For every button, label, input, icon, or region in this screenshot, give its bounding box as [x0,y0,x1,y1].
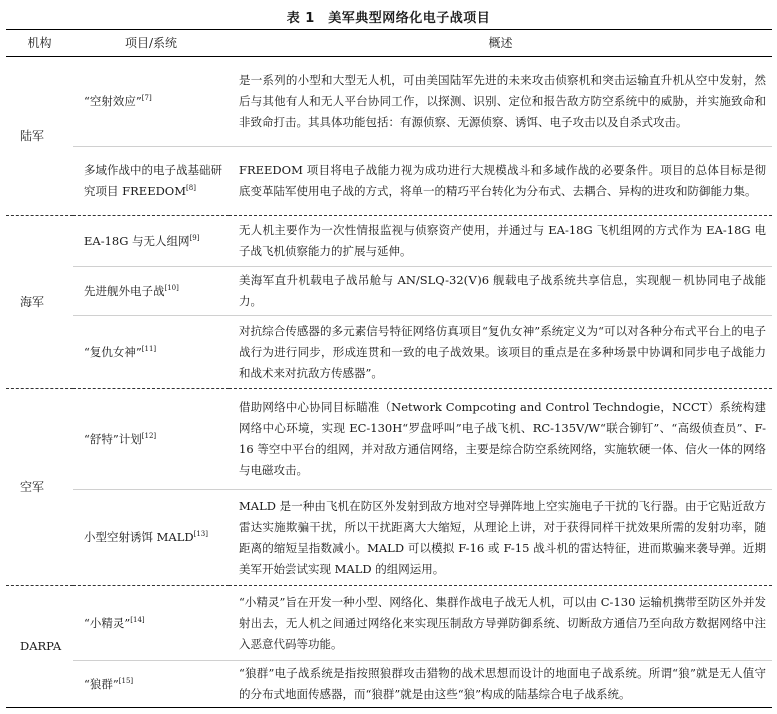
project-name: 多域作战中的电子战基础研究项目 FREEDOM[8] [73,147,229,216]
project-summary: “小精灵”旨在开发一种小型、网络化、集群作战电子战无人机，可以由 C-130 运输机携带至防区外并发射出去，无人机之间通过网络化来实现压制敌方导弹防御系统、切断敌方通信乃至向敌方数据网络中注入恶意代码等功能。 [229,586,772,661]
project-name: “空射效应”[7] [73,57,229,147]
table-row [6,661,772,708]
table-row [6,586,772,661]
project-summary: MALD 是一种由飞机在防区外发射到敌方地对空导弹阵地上空实施电子干扰的飞行器。由于它贴近敌方雷达实施欺骗干扰，所以干扰距离大大缩短，从理论上讲，对于获得同样干扰效果所需的发射功率，随距离的缩短呈指数减小。MALD 可以模拟 F-16 或 F-15 战斗机的雷达特征，进而欺骗来袭导弹。近期美军开始尝试实现 MALD 的组网运用。 [229,490,772,586]
reference-mark: [11] [141,344,157,353]
project-name: 小型空射诱饵 MALD[13] [73,490,229,586]
table-row [6,216,772,267]
reference-mark: [12] [141,431,157,440]
reference-mark: [15] [118,676,134,685]
reference-mark: [8] [186,184,196,193]
header-org: 机构 [6,30,73,57]
table-row [6,147,772,216]
project-summary: 借助网络中心协同目标瞄准（Network Compcoting and Control Techndogie，NCCT）系统构建网络中心环境，实现 EC-130H“罗盘呼叫”电子战飞机、RC-135V/W“联合铆钉”、“高级侦查员”、F-16 等空中平台的组网，并对敌方通信网络，主要是综合防空系统网络，实施软硬一体、信火一体的网络与电磁攻击。 [229,389,772,490]
project-summary: 无人机主要作为一次性情报监视与侦察资产使用，并通过与 EA-18G 飞机组网的方式作为 EA-18G 电子战飞机侦察能力的扩展与延伸。 [229,216,772,267]
table-caption: 表 1 美军典型网络化电子战项目 [286,11,491,26]
reference-mark: [9] [189,233,200,242]
table-row [6,316,772,389]
table-row [6,267,772,316]
org-air-force: 空军 [6,389,73,586]
project-name: “复仇女神”[11] [73,316,229,389]
reference-mark: [7] [141,94,152,103]
table-row [6,389,772,490]
project-name: “小精灵”[14] [73,586,229,661]
reference-mark: [10] [164,283,179,292]
table-row [6,57,772,147]
project-summary: “狼群”电子战系统是指按照狼群攻击猎物的战术思想而设计的地面电子战系统。所谓“狼”就是无人值守的分布式地面传感器，而“狼群”就是由这些“狼”构成的陆基综合电子战系统。 [229,661,772,708]
project-summary: 美海军直升机载电子战吊舱与 AN/SLQ-32(Ⅴ)6 舰载电子战系统共享信息，实现舰－机协同电子战能力。 [229,267,772,316]
header-project: 项目/系统 [73,30,229,57]
project-summary: 对抗综合传感器的多元素信号特征网络仿真项目“复仇女神”系统定义为“可以对各种分布式平台上的电子战行为进行同步，形成连贯和一致的电子战效果。该项目的重点是在多种场景中协调和同步电子战能力和战术来对抗敌方传感器”。 [229,316,772,389]
project-name: 先进舰外电子战[10] [73,267,229,316]
project-summary: FREEDOM 项目将电子战能力视为成功进行大规模战斗和多域作战的必要条件。项目的总体目标是彻底变革陆军使用电子战的方式，将单一的精巧平台转化为分布式、去耦合、异构的进攻和防御能力集。 [229,147,772,216]
projects-table [6,29,772,708]
project-name: EA-18G 与无人组网[9] [73,216,229,267]
org-navy: 海军 [6,216,73,389]
header-summary: 概述 [229,30,772,57]
table-header-row [6,30,772,57]
project-summary: 是一系列的小型和大型无人机，可由美国陆军先进的未来攻击侦察机和突击运输直升机从空中发射，然后与其他有人和无人平台协同工作，以探测、识别、定位和报告敌方防空系统中的威胁，并实施致命和非致命打击。其具体功能包括：有源侦察、无源侦察、诱饵、电子攻击以及自杀式攻击。 [229,57,772,147]
reference-mark: [13] [193,530,208,539]
project-name: “狼群”[15] [73,661,229,708]
org-army: 陆军 [6,57,73,216]
org-darpa: DARPA [6,586,73,708]
reference-mark: [14] [130,615,145,624]
project-name: “舒特”计划[12] [73,389,229,490]
table-row [6,490,772,586]
